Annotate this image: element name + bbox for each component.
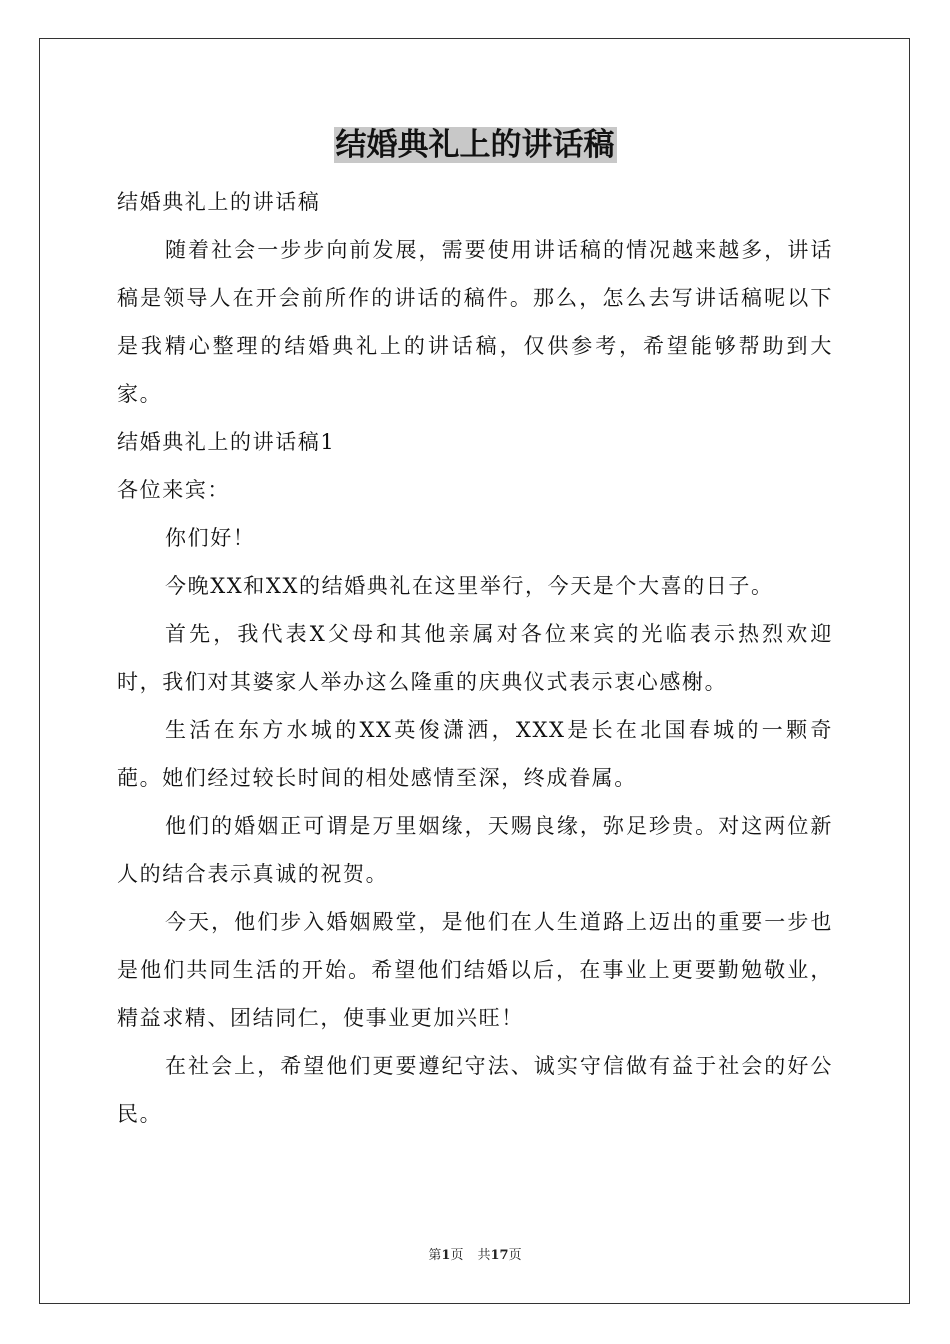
body-paragraph: 今天，他们步入婚姻殿堂，是他们在人生道路上迈出的重要一步也是他们共同生活的开始。希望他们结婚以后，在事业上更要勤勉敬业，精益求精、团结同仁，使事业更加兴旺！ <box>117 910 833 1030</box>
body-paragraph: 今晚XX和XX的结婚典礼在这里举行，今天是个大喜的日子。 <box>165 574 774 598</box>
subtitle-paragraph: 结婚典礼上的讲话稿 <box>117 190 321 214</box>
intro-paragraph: 随着社会一步步向前发展，需要使用讲话稿的情况越来越多，讲话稿是领导人在开会前所作的讲话的稿件。那么，怎么去写讲话稿呢以下是我精心整理的结婚典礼上的讲话稿，仅供参考，希望能够帮助到大家。 <box>117 238 833 406</box>
total-suffix: 页 <box>508 1248 522 1263</box>
document-body <box>117 178 833 1138</box>
current-page-number: 1 <box>441 1248 451 1263</box>
body-paragraph: 首先，我代表X父母和其他亲属对各位来宾的光临表示热烈欢迎时，我们对其婆家人举办这么隆重的庆典仪式表示衷心感榭。 <box>117 622 833 694</box>
salutation: 各位来宾： <box>117 478 230 502</box>
body-paragraph: 在社会上，希望他们更要遵纪守法、诚实守信做有益于社会的好公民。 <box>117 1054 833 1126</box>
body-paragraph: 他们的婚姻正可谓是万里姻缘，天赐良缘，弥足珍贵。对这两位新人的结合表示真诚的祝贺。 <box>117 814 833 886</box>
total-page-count: 17 <box>490 1248 509 1263</box>
greeting-paragraph: 你们好！ <box>165 526 256 550</box>
page-prefix: 第 <box>428 1248 442 1263</box>
page-suffix: 页 <box>450 1248 464 1263</box>
body-paragraph: 生活在东方水城的XX英俊潇洒，XXX是长在北国春城的一颗奇葩。她们经过较长时间的相处感情至深，终成眷属。 <box>117 718 833 790</box>
total-prefix: 共 <box>477 1248 491 1263</box>
page-footer <box>0 1246 950 1266</box>
document-title-text: 结婚典礼上的讲话稿 <box>335 127 615 163</box>
document-title <box>0 123 950 167</box>
section-heading: 结婚典礼上的讲话稿1 <box>117 430 336 454</box>
